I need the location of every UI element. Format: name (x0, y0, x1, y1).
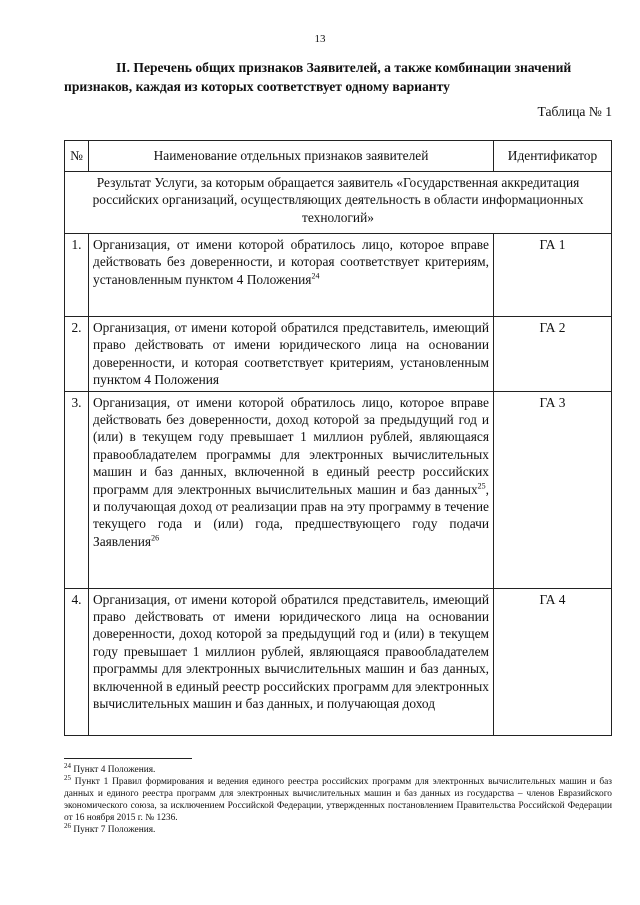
footnote-mark: 25 (64, 773, 71, 782)
row-identifier: ГА 3 (494, 391, 612, 588)
group-row (65, 172, 612, 234)
table-row (65, 317, 612, 392)
row-number: 3. (65, 391, 89, 588)
row-text: Организация, от имени которой обратился представитель, имеющий право действовать от имени юридического лица на основании доверенности, доход которой за предыдущий год и (или) в текущем году превышает 1 миллион рублей, являющаяся правообладателем программы для электронных вычислительных машин и баз данных, включенной в единый реестр российских программ для электронных вычислительных машин и баз данных, и получающая доход (93, 591, 489, 712)
row-description (89, 391, 494, 588)
row-text: Организация, от имени которой обратился представитель, имеющий право действовать от имени юридического лица на основании доверенности, и которая соответствует критериям, установленным пунктом 4 Положения (93, 320, 489, 388)
footnotes (64, 761, 612, 836)
features-table (64, 140, 612, 736)
row-identifier: ГА 4 (494, 588, 612, 735)
row-description (89, 588, 494, 735)
header-name: Наименование отдельных признаков заявителей (89, 141, 494, 172)
group-row-text: Результат Услуги, за которым обращается заявитель «Государственная аккредитация российских организаций, осуществляющих деятельность в области информационных технологий» (65, 172, 612, 234)
table-row (65, 391, 612, 588)
page-number: 13 (314, 33, 326, 45)
header-id: Идентификатор (494, 141, 612, 172)
footnote (64, 761, 612, 776)
row-identifier: ГА 1 (494, 234, 612, 317)
footnote (64, 821, 612, 836)
row-number: 4. (65, 588, 89, 735)
table-header-row (65, 141, 612, 172)
row-description (89, 317, 494, 392)
footnote-ref: 25 (477, 481, 486, 491)
row-identifier: ГА 2 (494, 317, 612, 392)
table-row (65, 588, 612, 735)
row-text-continued: , и получающая доход от реализации прав на эту программу в течение текущего года и (или) года, предшествующего году подачи Заявления (93, 481, 489, 549)
section-title: II. Перечень общих признаков Заявителей, а также комбинации значений признаков, каждая из которых соответствует одному варианту (64, 60, 572, 94)
footnote-ref: 26 (151, 533, 160, 543)
footnote-divider (64, 758, 192, 759)
footnote-text: Пункт 7 Положения. (71, 825, 156, 835)
row-text: Организация, от имени которой обратилось лицо, которое вправе действовать без доверенности, и которая соответствует критериям, установленным пунктом 4 Положения (93, 237, 489, 287)
footnote-text: Пункт 4 Положения. (71, 765, 156, 775)
row-number: 1. (65, 234, 89, 317)
table-caption: Таблица № 1 (537, 104, 612, 119)
table-row (65, 234, 612, 317)
footnote-text: Пункт 1 Правил формирования и ведения единого реестра российских программ для электронных вычислительных машин и баз данных и единого реестра программ для электронных вычислительных машин и баз данных из государства – членов Евразийского экономического союза, за исключением Российской Федерации, утвержденных постановлением Правительства Российской Федерации от 16 ноября 2015 г. № 1236. (64, 777, 612, 823)
row-text: Организация, от имени которой обратилось лицо, которое вправе действовать без доверенности, доход которой за предыдущий год и (или) в текущем году превышает 1 миллион рублей, являющаяся правообладателем программы для электронных вычислительных машин и баз данных, включенной в единый реестр российских программ для электронных вычислительных машин и баз данных (93, 394, 489, 497)
header-num: № (65, 141, 89, 172)
footnote (64, 773, 612, 824)
footnote-ref: 24 (311, 271, 320, 281)
footnote-mark: 26 (64, 821, 71, 830)
footnote-mark: 24 (64, 761, 71, 770)
row-description (89, 234, 494, 317)
row-number: 2. (65, 317, 89, 392)
